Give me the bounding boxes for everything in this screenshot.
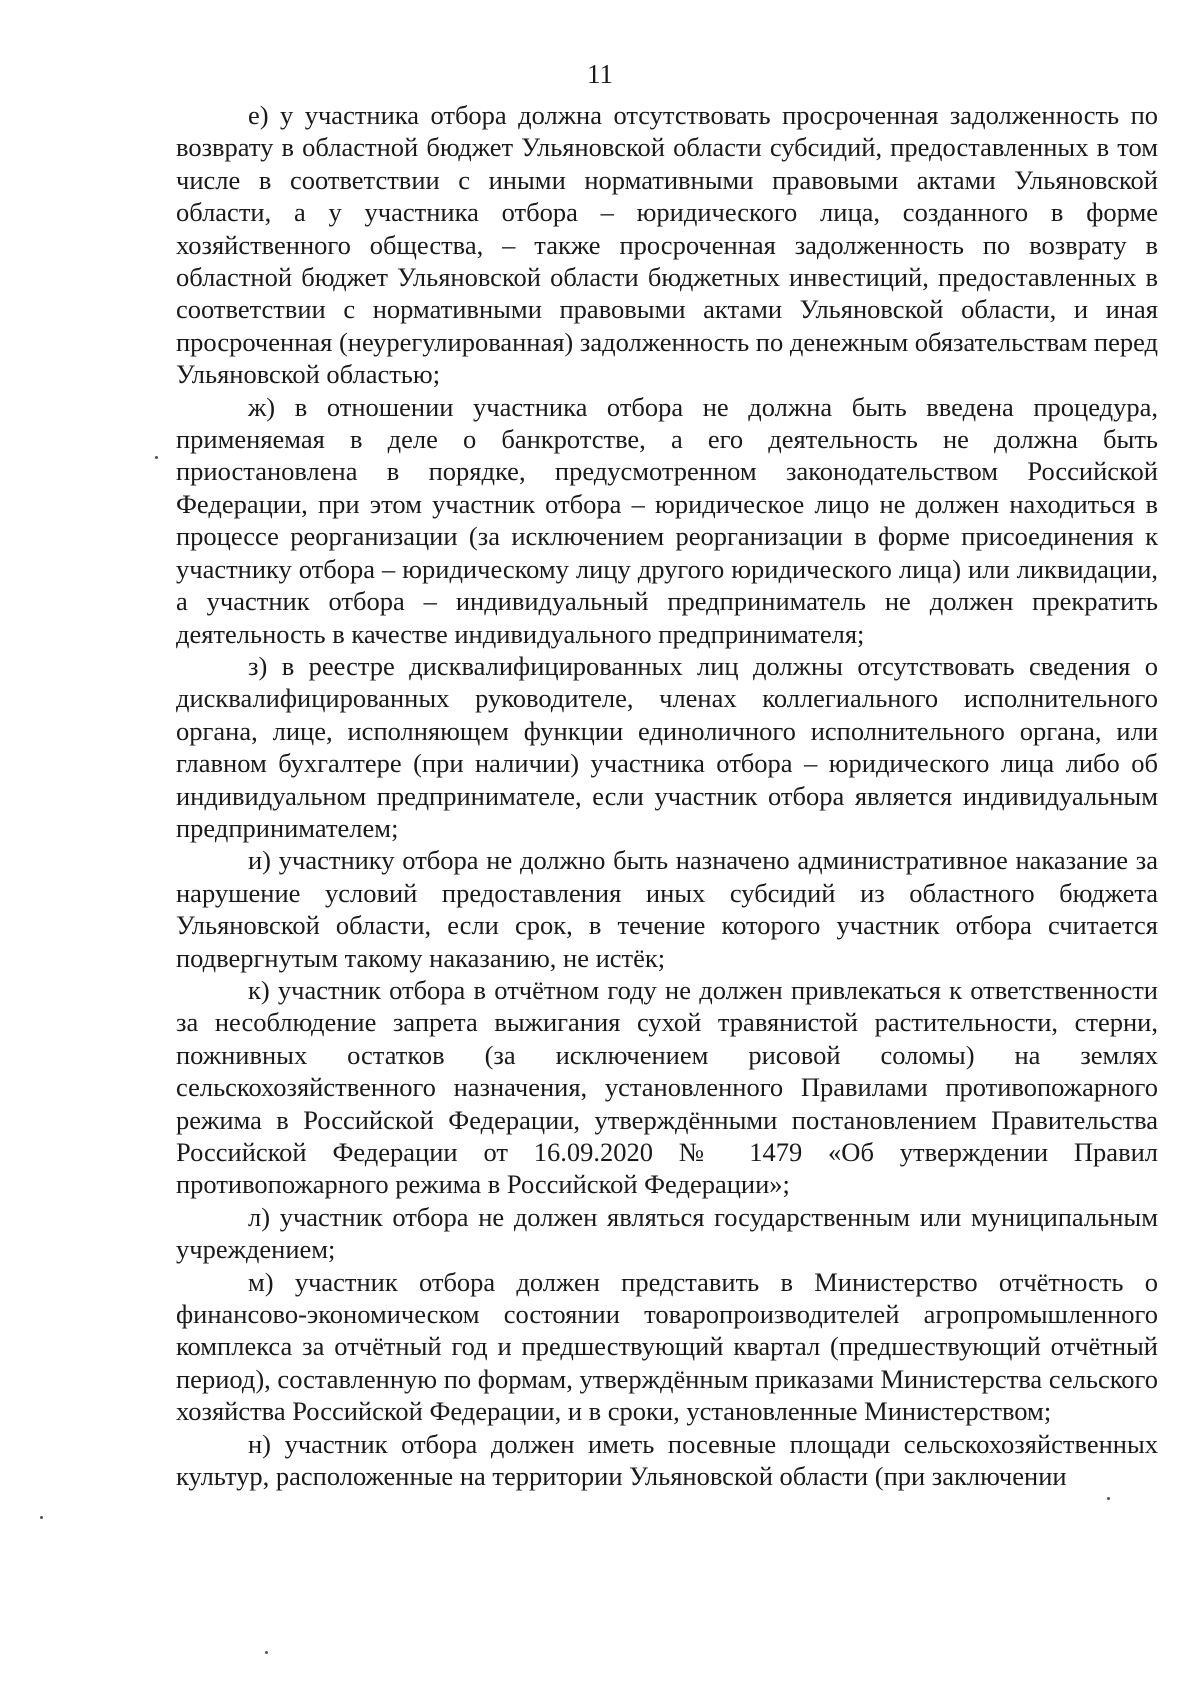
paragraph-n: н) участник отбора должен иметь посевные площади сельскохозяйственных культур, расположенные на территории Ульяновской области (при заключении: [176, 1428, 1158, 1492]
scan-speck: [1107, 1497, 1110, 1500]
paragraph-e: е) у участника отбора должна отсутствовать просроченная задолженность по возврату в областной бюджет Ульяновской области субсидий, предоставленных в том числе в соответствии с иными нормативными правовыми актами Ульяновской области, а у участника отбора – юридического лица, созданного в форме хозяйственного общества, – также просроченная задолженность по возврату в областной бюджет Ульяновской области бюджетных инвестиций, предоставленных в соответствии с нормативными правовыми актами Ульяновской области, и иная просроченная (неурегулированная) задолженность по денежным обязательствам перед Ульяновской областью;: [176, 100, 1158, 390]
document-body: [176, 99, 1158, 1492]
page-number: 11: [587, 59, 613, 89]
paragraph-z: з) в реестре дисквалифицированных лиц должны отсутствовать сведения о дисквалифицированных руководителе, членах коллегиального исполнительного органа, лице, исполняющем функции единоличного исполнительного органа, или главном бухгалтере (при наличии) участника отбора – юридического лица либо об индивидуальном предпринимателе, если участник отбора является индивидуальным предпринимателем;: [176, 650, 1158, 843]
scan-speck: [265, 1651, 268, 1654]
paragraph-m: м) участник отбора должен представить в Министерство отчётность о финансово-экономическом состоянии товаропроизводителей агропромышленного комплекса за отчётный год и предшествующий квартал (предшествующий отчётный период), составленную по формам, утверждённым приказами Министерства сельского хозяйства Российской Федерации, и в сроки, установленные Министерством;: [176, 1266, 1158, 1427]
scan-speck: [155, 456, 158, 459]
paragraph-i: и) участнику отбора не должно быть назначено административное наказание за нарушение условий предоставления иных субсидий из областного бюджета Ульяновской области, если срок, в течение которого участник отбора считается подвергнутым такому наказанию, не истёк;: [176, 845, 1158, 973]
paragraph-zh: ж) в отношении участника отбора не должна быть введена процедура, применяемая в деле о банкротстве, а его деятельность не должна быть приостановлена в порядке, предусмотренном законодательством Российской Федерации, при этом участник отбора – юридическое лицо не должен находиться в процессе реорганизации (за исключением реорганизации в форме присоединения к участнику отбора – юридическому лицу другого юридического лица) или ликвидации, а участник отбора – индивидуальный предприниматель не должен прекратить деятельность в качестве индивидуального предпринимателя;: [176, 391, 1158, 649]
scan-speck: [40, 1516, 43, 1519]
paragraph-k: к) участник отбора в отчётном году не должен привлекаться к ответственности за несоблюдение запрета выжигания сухой травянистой растительности, стерни, пожнивных остатков (за исключением рисовой соломы) на землях сельскохозяйственного назначения, установленного Правилами противопожарного режима в Российской Федерации, утверждёнными постановлением Правительства Российской Федерации от 16.09.2020 № 1479 «Об утверждении Правил противопожарного режима в Российской Федерации»;: [176, 974, 1158, 1200]
paragraph-l: л) участник отбора не должен являться государственным или муниципальным учреждением;: [176, 1201, 1158, 1265]
